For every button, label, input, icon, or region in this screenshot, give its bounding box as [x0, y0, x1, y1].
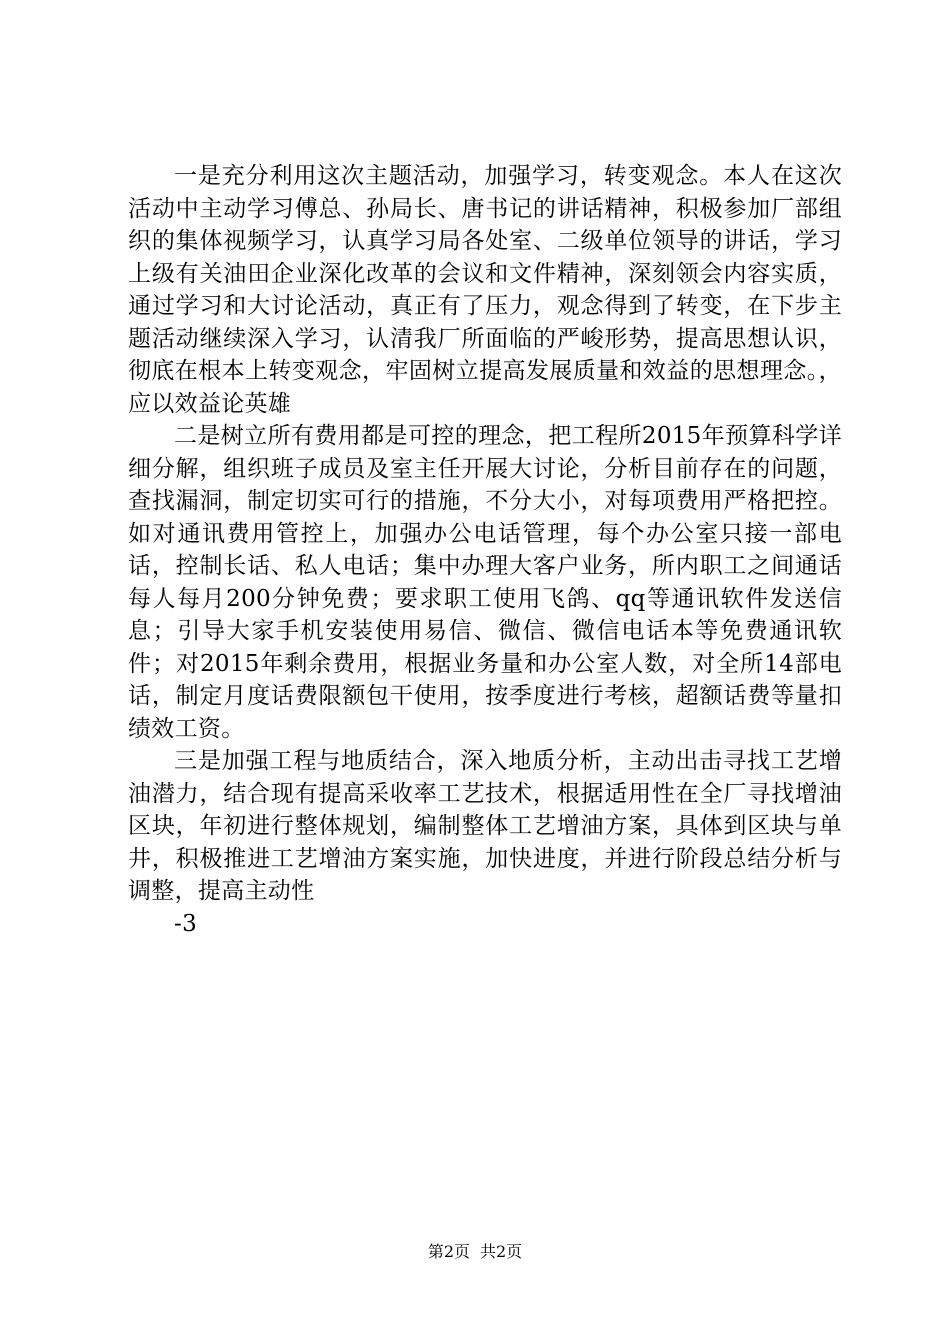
paragraph-2: 二是树立所有费用都是可控的理念，把工程所2015年预算科学详细分解，组织班子成员及室主任开展大讨论，分析目前存在的问题，查找漏洞，制定切实可行的措施，不分大小，对每项费用严格把控。如对通讯费用管控上，加强办公电话管理，每个办公室只接一部电话，控制长话、私人电话；集中办理大客户业务，所内职工之间通话每人每月200分钟免费；要求职工使用飞鸽、qq等通讯软件发送信息；引导大家手机安装使用易信、微信、微信电话本等免费通讯软件；对2015年剩余费用，根据业务量和办公室人数，对全所14部电话，制定月度话费限额包干使用，按季度进行考核，超额话费等量扣绩效工资。	[128, 423, 842, 742]
document-body	[128, 160, 842, 940]
paragraph-3: 三是加强工程与地质结合，深入地质分析，主动出击寻找工艺增油潜力，结合现有提高采收率工艺技术，根据适用性在全厂寻找增油区块，年初进行整体规划，编制整体工艺增油方案，具体到区块与单井，积极推进工艺增油方案实施，加快进度，并进行阶段总结分析与调整，提高主动性	[128, 748, 842, 904]
footer-total-pages: 共2页	[480, 1242, 523, 1261]
footer-current-page: 第2页	[427, 1242, 470, 1261]
inline-page-mark: -3	[174, 910, 198, 937]
paragraph-1: 一是充分利用这次主题活动，加强学习，转变观念。本人在这次活动中主动学习傅总、孙局长、唐书记的讲话精神，积极参加厂部组织的集体视频学习，认真学习局各处室、二级单位领导的讲话，学习上级有关油田企业深化改革的会议和文件精神，深刻领会内容实质，通过学习和大讨论活动，真正有了压力，观念得到了转变，在下步主题活动继续深入学习，认清我厂所面临的严峻形势，提高思想认识，彻底在根本上转变观念，牢固树立提高发展质量和效益的思想理念。，应以效益论英雄	[128, 163, 842, 417]
page-footer	[0, 1242, 950, 1262]
